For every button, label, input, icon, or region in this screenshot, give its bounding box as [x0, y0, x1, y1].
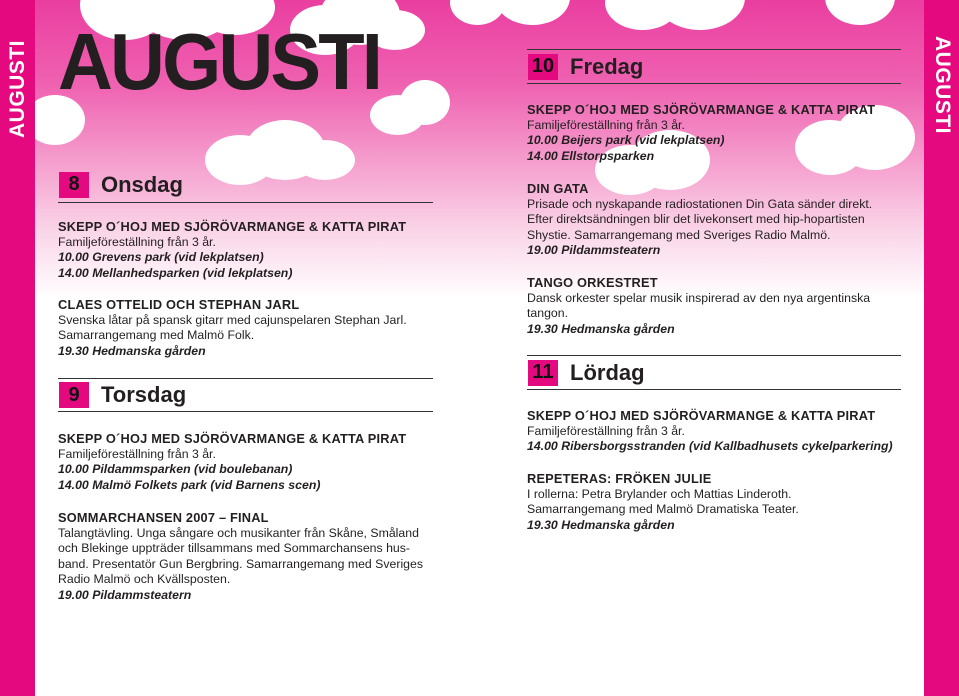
day-number: 10 — [528, 54, 558, 80]
event-description: Svenska låtar på spansk gitarr med cajunspelaren Stephan Jarl. — [58, 312, 407, 327]
side-label-right: AUGUSTI — [931, 36, 954, 134]
event-time: 19.00 Pildammsteatern — [527, 243, 661, 258]
event-title: SKEPP O´HOJ MED SJÖRÖVARMANGE & KATTA PIRAT — [58, 219, 407, 234]
event-skepp-ohoj-11 — [527, 408, 893, 455]
event-description: Prisade och nyskapande radiostationen Din Gata sänder direkt. — [527, 196, 873, 211]
event-description: band. Presentatör Gun Bergbring. Samarrangemang med Sveriges — [58, 556, 424, 571]
event-title: REPETERAS: FRÖKEN JULIE — [527, 471, 712, 486]
event-time: 19.30 Hedmanska gården — [527, 321, 675, 336]
cloud — [655, 0, 745, 30]
event-time: 19.30 Hedmanska gården — [527, 517, 675, 532]
event-time: 10.00 Grevens park (vid lekplatsen) — [58, 250, 264, 265]
day-rule — [527, 49, 901, 50]
event-time: 19.00 Pildammsteatern — [58, 587, 192, 602]
event-description: Samarrangemang med Malmö Folk. — [58, 328, 255, 343]
event-time: 14.00 Mellanhedsparken (vid lekplatsen) — [58, 265, 293, 280]
event-description: Familjeföreställning från 3 år. — [58, 234, 216, 249]
day-header-10 — [527, 49, 901, 84]
cloud — [495, 0, 570, 25]
event-title: TANGO ORKESTRET — [527, 275, 658, 290]
event-time: 14.00 Ribersborgsstranden (vid Kallbadhusets cykelparkering) — [527, 439, 893, 454]
event-title: SOMMARCHANSEN 2007 – FINAL — [58, 510, 269, 525]
event-description: Talangtävling. Unga sångare och musikanter från Skåne, Småland — [58, 525, 419, 540]
event-claes-ottelid — [58, 297, 407, 359]
event-description: Dansk orkester spelar musik inspirerad av den nya argentinska — [527, 290, 871, 305]
event-title: SKEPP O´HOJ MED SJÖRÖVARMANGE & KATTA PIRAT — [527, 102, 876, 117]
day-rule — [58, 202, 433, 203]
event-tango-orkestret — [527, 275, 870, 337]
day-rule — [58, 378, 433, 379]
event-description: och Blekinge uppträder tillsammans med Sommarchansens hus- — [58, 541, 410, 556]
event-description: Familjeföreställning från 3 år. — [527, 117, 685, 132]
day-header-11 — [527, 355, 901, 390]
event-time: 19.30 Hedmanska gården — [58, 343, 206, 358]
cloud — [825, 0, 895, 25]
event-title: SKEPP O´HOJ MED SJÖRÖVARMANGE & KATTA PIRAT — [527, 408, 876, 423]
event-description: Radio Malmö och Kvällsposten. — [58, 572, 231, 587]
event-din-gata — [527, 181, 872, 259]
day-number: 9 — [59, 382, 89, 408]
event-skepp-ohoj-10 — [527, 102, 875, 164]
day-rule — [527, 389, 901, 390]
right-sidebar — [924, 0, 959, 696]
day-name: Lördag — [570, 359, 645, 385]
event-froken-julie — [527, 471, 799, 533]
event-skepp-ohoj-8 — [58, 219, 406, 281]
left-sidebar — [0, 0, 35, 696]
day-rule — [58, 411, 433, 412]
month-title: AUGUSTI — [58, 17, 381, 106]
event-title: CLAES OTTELID OCH STEPHAN JARL — [58, 297, 300, 312]
event-description: Shystie. Samarrangemang med Sveriges Radio Malmö. — [527, 227, 831, 242]
day-number: 11 — [528, 360, 558, 386]
event-title: DIN GATA — [527, 181, 589, 196]
side-label-left: AUGUSTI — [6, 40, 29, 138]
event-description: Samarrangemang med Malmö Dramatiska Teater. — [527, 502, 799, 517]
day-rule — [527, 83, 901, 84]
event-sommarchansen — [58, 510, 423, 604]
event-description: Familjeföreställning från 3 år. — [58, 446, 216, 461]
event-description: tangon. — [527, 306, 569, 321]
event-time: 10.00 Pildammsparken (vid boulebanan) — [58, 462, 293, 477]
day-name: Fredag — [570, 53, 644, 79]
event-description: Efter direktsändningen blir det livekonsert med hip-hopartisten — [527, 212, 865, 227]
event-description: Familjeföreställning från 3 år. — [527, 423, 685, 438]
day-name: Onsdag — [101, 171, 183, 197]
day-header-8 — [58, 166, 433, 203]
day-header-9 — [58, 378, 433, 412]
event-time: 14.00 Malmö Folkets park (vid Barnens scen) — [58, 477, 321, 492]
day-rule — [527, 355, 901, 356]
event-time: 14.00 Ellstorpsparken — [527, 148, 655, 163]
event-title: SKEPP O´HOJ MED SJÖRÖVARMANGE & KATTA PIRAT — [58, 431, 407, 446]
event-skepp-ohoj-9 — [58, 431, 406, 493]
cloud — [400, 80, 450, 125]
day-number: 8 — [59, 172, 89, 198]
event-time: 10.00 Beijers park (vid lekplatsen) — [527, 133, 725, 148]
event-description: I rollerna: Petra Brylander och Mattias Linderoth. — [527, 486, 792, 501]
day-name: Torsdag — [101, 382, 187, 407]
